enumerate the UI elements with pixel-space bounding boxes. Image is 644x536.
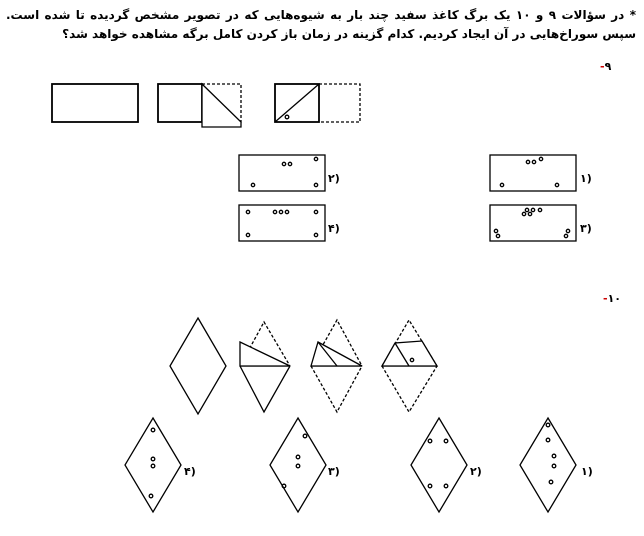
question-10-label: ۱۰ xyxy=(607,292,622,305)
q10-option-2-label[interactable]: ۲) xyxy=(470,465,482,478)
q10-fold-step-4 xyxy=(382,320,437,412)
question-9-label: ۹ xyxy=(604,60,612,73)
q9-option-1-figure[interactable] xyxy=(490,155,576,191)
q10-option-2-figure[interactable] xyxy=(411,418,467,512)
q10-option-3-label[interactable]: ۳) xyxy=(328,465,340,478)
q10-fold-step-1 xyxy=(170,318,226,414)
star-marker: * xyxy=(629,8,637,22)
instructions-text: در سؤالات ۹ و ۱۰ یک برگ کاغذ سفید چند بار به شیوه‌هایی که در تصویر مشخص گردیده تا شده است. سپس سوراخ‌هایی در آن ایجاد کردیم. کدام گزینه در زمان باز کردن کامل برگه مشاهده خواهد شد؟ xyxy=(6,8,636,41)
q9-option-4-label[interactable]: ۴) xyxy=(328,222,340,235)
q9-option-4-figure[interactable] xyxy=(239,205,325,241)
question-9-dash: - xyxy=(600,60,605,73)
q9-option-3-figure[interactable] xyxy=(490,205,576,241)
q10-fold-step-2 xyxy=(240,322,290,412)
q9-option-2-figure[interactable] xyxy=(239,155,325,191)
question-10-dash: - xyxy=(603,292,608,305)
q10-option-4-figure[interactable] xyxy=(125,418,181,512)
q10-option-1-figure[interactable] xyxy=(520,418,576,512)
q9-fold-step-2 xyxy=(158,84,241,127)
q10-fold-step-3 xyxy=(311,320,362,412)
q9-fold-step-3 xyxy=(275,84,360,122)
q9-option-1-label[interactable]: ۱) xyxy=(580,172,592,185)
q9-option-3-label[interactable]: ۳) xyxy=(580,222,592,235)
q10-option-1-label[interactable]: ۱) xyxy=(581,465,593,478)
q9-fold-step-1 xyxy=(52,84,138,122)
q10-option-4-label[interactable]: ۴) xyxy=(184,465,196,478)
q10-option-3-figure[interactable] xyxy=(270,418,326,512)
q9-option-2-label[interactable]: ۲) xyxy=(328,172,340,185)
